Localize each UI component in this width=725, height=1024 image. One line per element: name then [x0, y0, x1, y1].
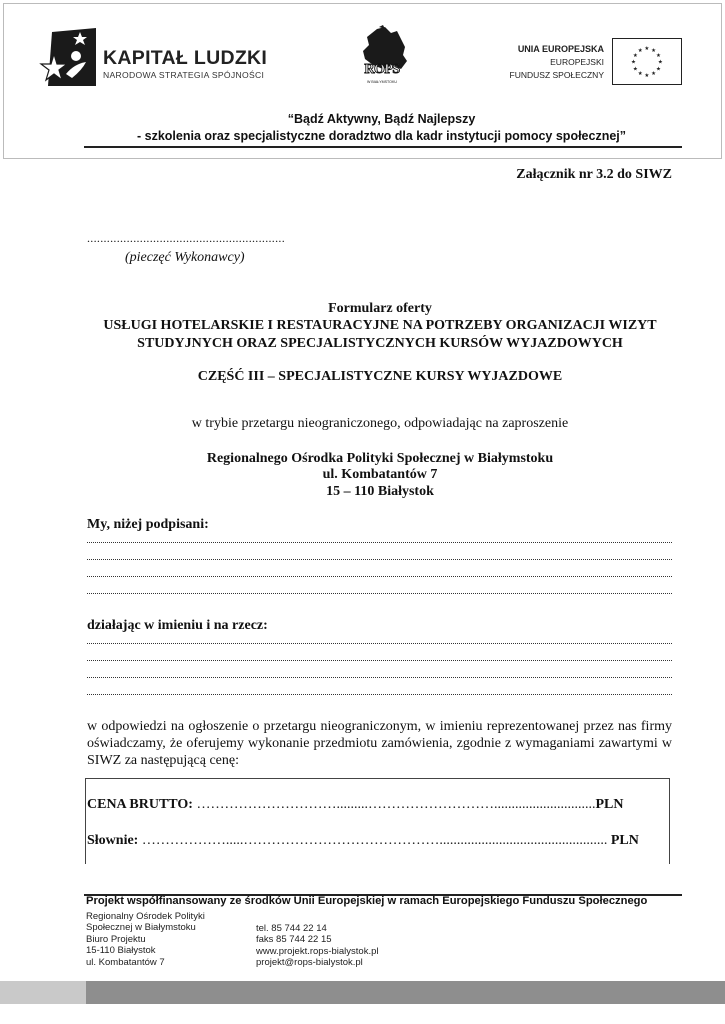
footer-org-line-2: Społecznej w Białymstoku — [86, 922, 196, 934]
declaration-text: w odpowiedzi na ogłoszenie o przetargu nieograniczonym, w imieniu reprezentowanej przez nas firmy oświadczamy, że oferujemy wykonanie przedmiotu zamówienia, zgodnie z wymaganiami zawartymi w SIWZ za następującą cenę: — [87, 719, 672, 768]
eu-line-2: EUROPEJSKI — [550, 57, 604, 67]
eu-star-icon: ★ — [656, 52, 662, 59]
price-currency: PLN — [595, 797, 624, 812]
signed-dotline-2[interactable] — [87, 552, 672, 560]
footer-bar-dark — [86, 981, 725, 1004]
footer-bar-light — [0, 981, 86, 1004]
signed-dotline-4[interactable] — [87, 586, 672, 594]
footer-org-line-1: Regionalny Ośrodek Polityki — [86, 911, 205, 922]
eu-star-icon: ★ — [656, 66, 662, 73]
kapital-ludzki-subtitle: NARODOWA STRATEGIA SPÓJNOŚCI — [103, 70, 265, 80]
form-part: CZĘŚĆ III – SPECJALISTYCZNE KURSY WYJAZDOWE — [197, 369, 563, 384]
kapital-ludzki-title: KAPITAŁ LUDZKI — [103, 47, 268, 69]
form-subject-line-1: USŁUGI HOTELARSKIE I RESTAURACYJNE NA POTRZEBY ORGANIZACJI WIZYT — [103, 318, 657, 333]
kapital-ludzki-logo — [38, 26, 98, 88]
footer-fax: faks 85 744 22 15 — [256, 934, 332, 946]
price-row — [87, 797, 662, 813]
eu-star-icon: ★ — [657, 59, 663, 66]
eu-star-icon: ★ — [644, 73, 650, 80]
eu-text-block — [510, 43, 604, 82]
addressee-line-1: Regionalnego Ośrodka Polityki Społecznej w Białymstoku — [206, 451, 554, 466]
words-row — [87, 833, 662, 849]
eu-star-icon: ★ — [651, 48, 657, 55]
footer-title: Projekt współfinansowany ze środków Unii Europejskiej w ramach Europejskiego Funduszu Społecznego — [86, 895, 648, 907]
acting-label: działając w imieniu i na rzecz: — [87, 618, 268, 633]
footer-org-line-4: 15-110 Białystok — [86, 945, 156, 957]
attachment-label: Załącznik nr 3.2 do SIWZ — [516, 167, 672, 182]
words-input-dots[interactable]: ……………….....……………………………………................................................ — [138, 833, 608, 848]
signed-dotline-3[interactable] — [87, 569, 672, 577]
acting-dotline-2[interactable] — [87, 653, 672, 661]
motto-line-2: - szkolenia oraz specjalistyczne doradztwo dla kadr instytucji pomocy społecznej” — [136, 129, 627, 143]
motto-line-1: “Bądź Aktywny, Bądź Najlepszy — [287, 112, 476, 126]
signed-dotline-1[interactable] — [87, 535, 672, 543]
eu-line-1: UNIA EUROPEJSKA — [517, 44, 604, 54]
price-box — [85, 778, 670, 864]
price-label: CENA BRUTTO: — [87, 797, 193, 812]
price-input-dots[interactable]: ………………………….........………………………............................. — [192, 797, 596, 812]
footer-email-link[interactable]: projekt@rops-bialystok.pl — [256, 957, 363, 969]
eu-star-icon: ★ — [651, 71, 657, 78]
form-title: Formularz oferty — [328, 301, 432, 316]
addressee-line-3: 15 – 110 Białystok — [326, 484, 434, 499]
eu-flag-icon — [612, 38, 682, 85]
eu-star-icon: ★ — [644, 46, 650, 53]
procedure-mode: w trybie przetargu nieograniczonego, odpowiadając na zaproszenie — [191, 416, 569, 431]
eu-star-icon: ★ — [637, 71, 643, 78]
acting-dotline-4[interactable] — [87, 687, 672, 695]
header-divider — [84, 146, 682, 148]
rops-logo-subtext: W BIAŁYMSTOKU — [367, 80, 397, 84]
acting-dotline-3[interactable] — [87, 670, 672, 678]
footer-www-link[interactable]: www.projekt.rops-bialystok.pl — [256, 945, 379, 957]
acting-dotline-1[interactable] — [87, 636, 672, 644]
footer-org-line-3: Biuro Projektu — [86, 933, 146, 945]
words-label: Słownie: — [87, 833, 139, 848]
form-subject-line-2: STUDYJNYCH ORAZ SPECJALISTYCZNYCH KURSÓW WYJAZDOWYCH — [137, 336, 623, 351]
eu-star-icon: ★ — [631, 59, 637, 66]
eu-star-icon: ★ — [637, 48, 643, 55]
addressee-line-2: ul. Kombatantów 7 — [322, 467, 438, 482]
footer-tel: tel. 85 744 22 14 — [256, 923, 327, 934]
eu-star-icon: ★ — [632, 52, 638, 59]
footer-org-line-5: ul. Kombatantów 7 — [86, 956, 165, 968]
words-currency: PLN — [607, 833, 639, 848]
signed-label: My, niżej podpisani: — [87, 517, 209, 532]
footer-contact — [256, 923, 379, 969]
rops-logo-text: ROPS — [364, 62, 400, 77]
eu-line-3: FUNDUSZ SPOŁECZNY — [509, 70, 604, 80]
footer-organization — [86, 911, 205, 968]
stamp-dots: ............................................................ — [87, 231, 285, 245]
eu-star-icon: ★ — [632, 66, 638, 73]
stamp-label: (pieczęć Wykonawcy) — [125, 250, 245, 265]
